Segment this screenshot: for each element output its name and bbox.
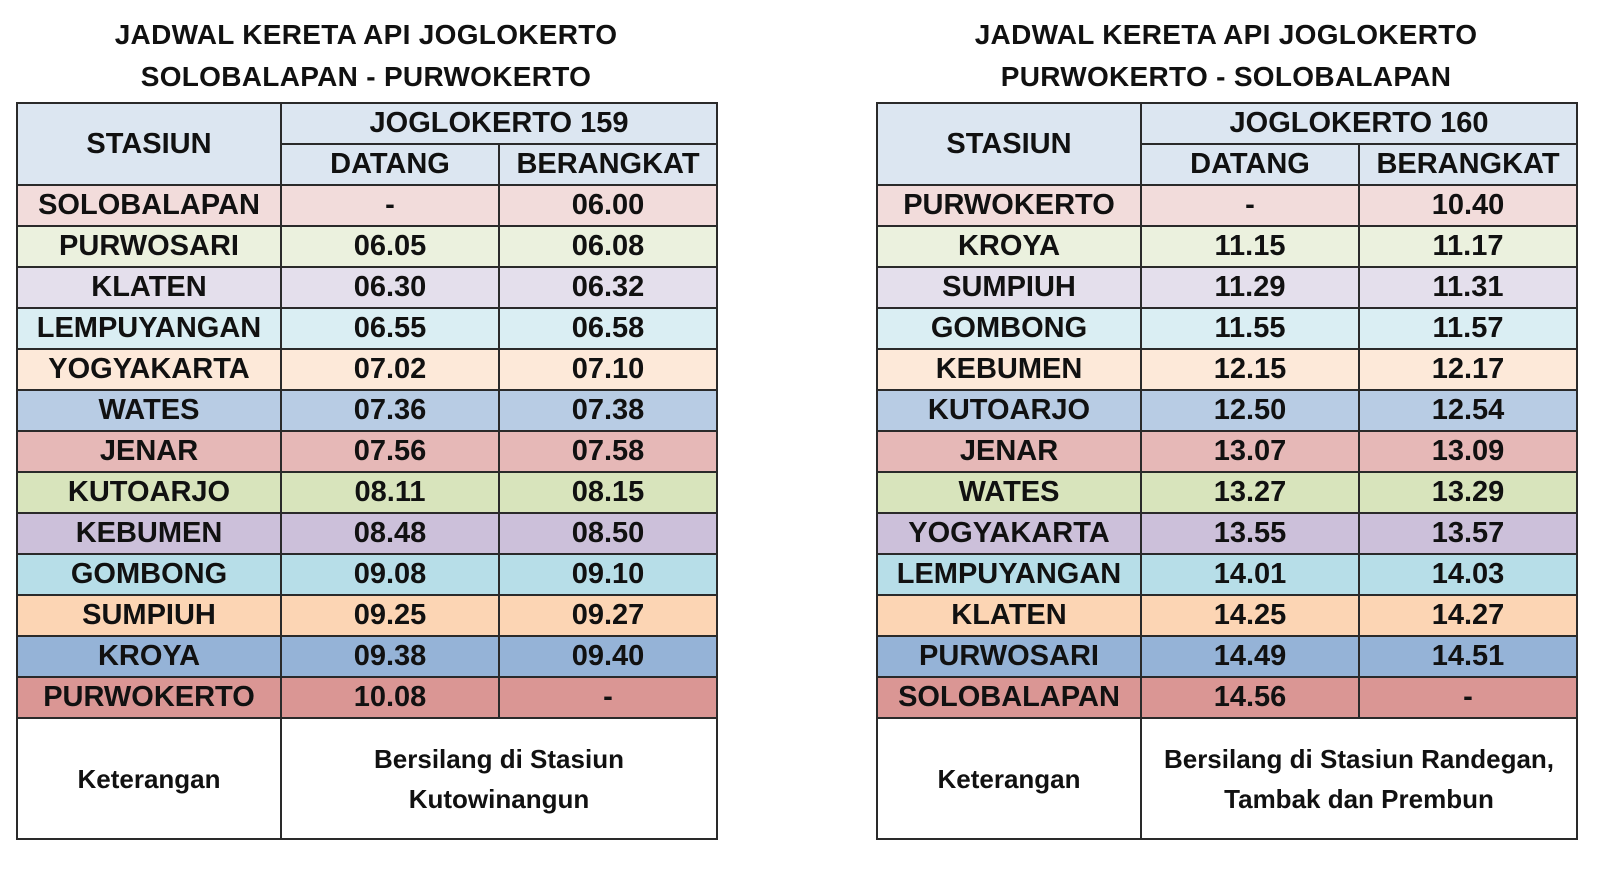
header-datang: DATANG xyxy=(1141,144,1359,185)
keterangan-note xyxy=(281,718,717,839)
cell-berangkat: 11.31 xyxy=(1359,267,1577,308)
cell-datang: 06.55 xyxy=(281,308,499,349)
cell-datang: 08.11 xyxy=(281,472,499,513)
table-row xyxy=(17,390,717,431)
cell-berangkat: 09.27 xyxy=(499,595,717,636)
header-datang: DATANG xyxy=(281,144,499,185)
cell-stasiun: LEMPUYANGAN xyxy=(877,554,1141,595)
header-stasiun: STASIUN xyxy=(877,103,1141,185)
table-row xyxy=(17,349,717,390)
title-line-2: PURWOKERTO - SOLOBALAPAN xyxy=(1000,61,1452,92)
cell-stasiun: YOGYAKARTA xyxy=(877,513,1141,554)
header-berangkat: BERANGKAT xyxy=(1359,144,1577,185)
table-row xyxy=(877,308,1577,349)
table-row xyxy=(877,636,1577,677)
cell-berangkat: 11.57 xyxy=(1359,308,1577,349)
table-row xyxy=(17,267,717,308)
table-row xyxy=(17,636,717,677)
cell-berangkat: 09.40 xyxy=(499,636,717,677)
table-row xyxy=(877,677,1577,718)
schedule-title xyxy=(876,14,1576,98)
keterangan-line-2: Kutowinangun xyxy=(408,783,590,814)
cell-stasiun: KEBUMEN xyxy=(17,513,281,554)
cell-datang: 12.50 xyxy=(1141,390,1359,431)
keterangan-line-1: Bersilang di Stasiun Randegan, xyxy=(1163,743,1555,774)
cell-stasiun: LEMPUYANGAN xyxy=(17,308,281,349)
cell-datang: 14.01 xyxy=(1141,554,1359,595)
cell-berangkat: 13.29 xyxy=(1359,472,1577,513)
cell-stasiun: YOGYAKARTA xyxy=(17,349,281,390)
cell-berangkat: 13.57 xyxy=(1359,513,1577,554)
table-row xyxy=(877,390,1577,431)
table-row xyxy=(877,431,1577,472)
cell-berangkat: 13.09 xyxy=(1359,431,1577,472)
header-stasiun: STASIUN xyxy=(17,103,281,185)
cell-datang: 09.08 xyxy=(281,554,499,595)
table-row xyxy=(877,472,1577,513)
cell-datang: 13.07 xyxy=(1141,431,1359,472)
cell-stasiun: KUTOARJO xyxy=(17,472,281,513)
title-line-1: JADWAL KERETA API JOGLOKERTO xyxy=(114,19,618,50)
schedule-body xyxy=(17,185,717,718)
cell-datang: 09.38 xyxy=(281,636,499,677)
cell-datang: 10.08 xyxy=(281,677,499,718)
cell-stasiun: SUMPIUH xyxy=(877,267,1141,308)
cell-stasiun: GOMBONG xyxy=(877,308,1141,349)
header-train: JOGLOKERTO 159 xyxy=(281,103,717,144)
keterangan-note xyxy=(1141,718,1577,839)
table-row xyxy=(17,226,717,267)
cell-stasiun: JENAR xyxy=(17,431,281,472)
cell-datang: - xyxy=(1141,185,1359,226)
cell-stasiun: PURWOSARI xyxy=(877,636,1141,677)
cell-stasiun: WATES xyxy=(877,472,1141,513)
cell-datang: 06.30 xyxy=(281,267,499,308)
cell-stasiun: PURWOKERTO xyxy=(877,185,1141,226)
cell-berangkat: 14.03 xyxy=(1359,554,1577,595)
keterangan-label: Keterangan xyxy=(17,718,281,839)
table-row xyxy=(877,226,1577,267)
cell-berangkat: 12.54 xyxy=(1359,390,1577,431)
table-row xyxy=(17,472,717,513)
table-row xyxy=(877,185,1577,226)
cell-berangkat: 08.15 xyxy=(499,472,717,513)
table-row xyxy=(17,513,717,554)
cell-berangkat: 08.50 xyxy=(499,513,717,554)
header-train: JOGLOKERTO 160 xyxy=(1141,103,1577,144)
cell-berangkat: - xyxy=(499,677,717,718)
cell-berangkat: 14.51 xyxy=(1359,636,1577,677)
schedule-panel-right xyxy=(876,14,1576,840)
cell-berangkat: 14.27 xyxy=(1359,595,1577,636)
cell-datang: 13.27 xyxy=(1141,472,1359,513)
cell-datang: 14.25 xyxy=(1141,595,1359,636)
cell-berangkat: 06.00 xyxy=(499,185,717,226)
table-row xyxy=(877,267,1577,308)
keterangan-line-1: Bersilang di Stasiun xyxy=(374,743,624,774)
table-row xyxy=(877,554,1577,595)
cell-datang: - xyxy=(281,185,499,226)
table-row xyxy=(17,595,717,636)
cell-stasiun: KEBUMEN xyxy=(877,349,1141,390)
cell-stasiun: KUTOARJO xyxy=(877,390,1141,431)
cell-berangkat: 11.17 xyxy=(1359,226,1577,267)
cell-berangkat: 12.17 xyxy=(1359,349,1577,390)
cell-datang: 06.05 xyxy=(281,226,499,267)
table-row xyxy=(877,513,1577,554)
cell-berangkat: 09.10 xyxy=(499,554,717,595)
cell-stasiun: SOLOBALAPAN xyxy=(877,677,1141,718)
cell-stasiun: JENAR xyxy=(877,431,1141,472)
table-row xyxy=(17,677,717,718)
cell-datang: 07.36 xyxy=(281,390,499,431)
cell-stasiun: WATES xyxy=(17,390,281,431)
cell-stasiun: KROYA xyxy=(17,636,281,677)
cell-stasiun: PURWOKERTO xyxy=(17,677,281,718)
title-line-2: SOLOBALAPAN - PURWOKERTO xyxy=(140,61,592,92)
cell-datang: 07.56 xyxy=(281,431,499,472)
table-row xyxy=(17,431,717,472)
cell-berangkat: 07.58 xyxy=(499,431,717,472)
cell-berangkat: 10.40 xyxy=(1359,185,1577,226)
table-row xyxy=(17,185,717,226)
schedule-title xyxy=(16,14,716,98)
cell-datang: 07.02 xyxy=(281,349,499,390)
header-berangkat: BERANGKAT xyxy=(499,144,717,185)
table-row xyxy=(877,349,1577,390)
keterangan-label: Keterangan xyxy=(877,718,1141,839)
schedule-body xyxy=(877,185,1577,718)
cell-stasiun: GOMBONG xyxy=(17,554,281,595)
cell-stasiun: SUMPIUH xyxy=(17,595,281,636)
cell-datang: 14.49 xyxy=(1141,636,1359,677)
table-row xyxy=(17,554,717,595)
cell-stasiun: PURWOSARI xyxy=(17,226,281,267)
cell-berangkat: 06.08 xyxy=(499,226,717,267)
cell-stasiun: SOLOBALAPAN xyxy=(17,185,281,226)
cell-datang: 12.15 xyxy=(1141,349,1359,390)
cell-berangkat: - xyxy=(1359,677,1577,718)
cell-datang: 11.15 xyxy=(1141,226,1359,267)
cell-datang: 13.55 xyxy=(1141,513,1359,554)
cell-datang: 11.29 xyxy=(1141,267,1359,308)
schedule-panel-left xyxy=(16,14,716,840)
cell-stasiun: KLATEN xyxy=(877,595,1141,636)
cell-stasiun: KLATEN xyxy=(17,267,281,308)
table-row xyxy=(877,595,1577,636)
table-row xyxy=(17,308,717,349)
schedule-table xyxy=(16,102,718,840)
cell-berangkat: 07.10 xyxy=(499,349,717,390)
cell-berangkat: 07.38 xyxy=(499,390,717,431)
cell-stasiun: KROYA xyxy=(877,226,1141,267)
cell-berangkat: 06.32 xyxy=(499,267,717,308)
cell-datang: 14.56 xyxy=(1141,677,1359,718)
cell-datang: 08.48 xyxy=(281,513,499,554)
cell-datang: 11.55 xyxy=(1141,308,1359,349)
schedule-table xyxy=(876,102,1578,840)
cell-berangkat: 06.58 xyxy=(499,308,717,349)
keterangan-line-2: Tambak dan Prembun xyxy=(1224,783,1494,814)
title-line-1: JADWAL KERETA API JOGLOKERTO xyxy=(974,19,1478,50)
cell-datang: 09.25 xyxy=(281,595,499,636)
